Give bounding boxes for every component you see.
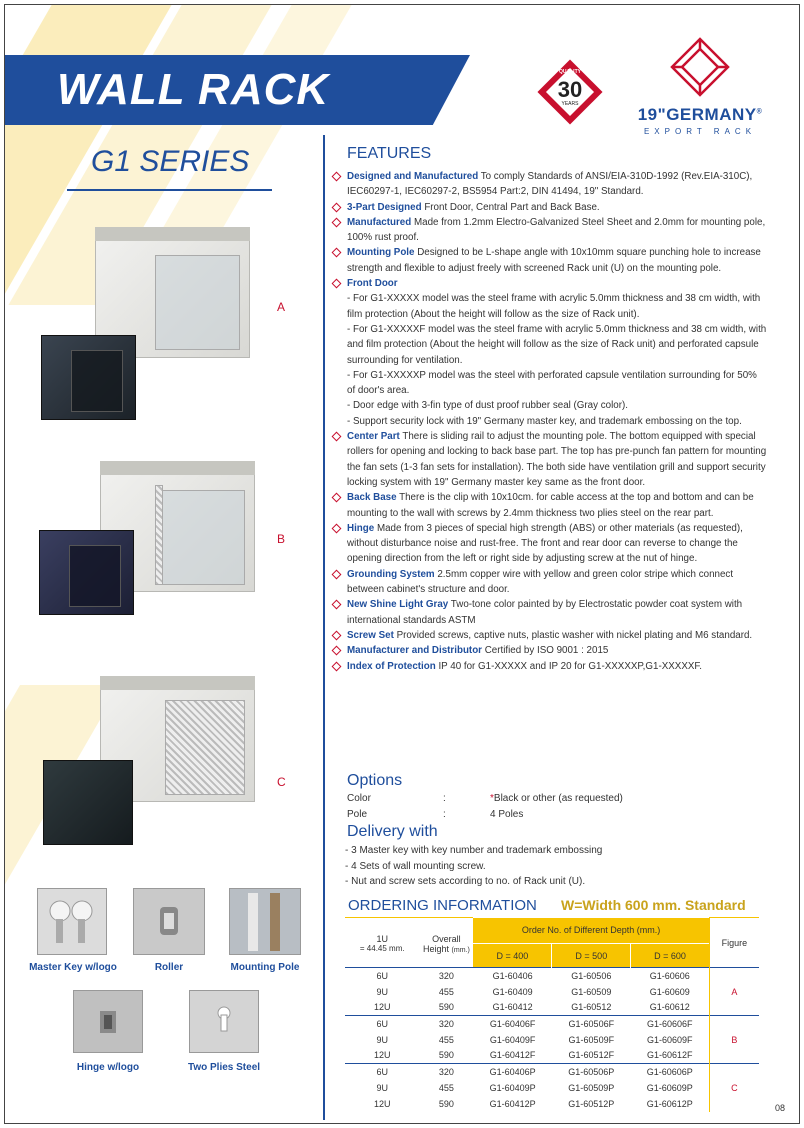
option-name: Pole [347, 809, 368, 820]
feature-item: Back Base There is the clip with 10x10cm. for cable access at the top and bottom and can be mounting to the wall with screws by 2.4mm thickness two plies steel on the rear part. [333, 490, 767, 521]
option-separator: : [443, 809, 446, 820]
depth-header: D = 400 [473, 944, 552, 968]
cube-icon [620, 35, 780, 105]
table-cell: G1-60409F [489, 1034, 536, 1045]
series-title: G1 SERIES [91, 145, 250, 178]
delivery-list [345, 843, 602, 890]
table-cell: G1-60412F [489, 1050, 536, 1061]
table-cell: G1-60606P [631, 1064, 710, 1080]
feature-item: Screw Set Provided screws, captive nuts, plastic washer with nickel plating and M6 standard. [333, 628, 767, 643]
accessory-label: Two Plies Steel [187, 1062, 261, 1073]
table-cell: 6U [345, 968, 420, 984]
table-cell: G1-60612P [646, 1098, 693, 1109]
ordering-heading: ORDERING INFORMATION [348, 897, 537, 914]
feature-item: Hinge Made from 3 pieces of special high strength (ABS) or other materials (as requested), without disturbance noise and rust-free. The front and rear door can reverse to change the opening direction from the left or right side by adjusting screw at the nut of hinge. [333, 521, 767, 567]
ordering-standard: W=Width 600 mm. Standard [561, 897, 746, 913]
brand-subtitle: EXPORT RACK [643, 127, 757, 136]
table-cell: G1-60409P [489, 1082, 536, 1093]
accessory-label: Mounting Pole [230, 962, 300, 973]
depth-header: D = 600 [631, 944, 710, 968]
feature-item: Manufactured Made from 1.2mm Electro-Galvanized Steel Sheet and 2.0mm for mounting pole, 100% rust proof. [333, 215, 767, 246]
ordering-table [345, 917, 759, 1112]
figure-cell: B [709, 1016, 759, 1064]
table-cell: 12U [374, 1002, 391, 1013]
table-cell: G1-60512F [568, 1050, 615, 1061]
table-cell: G1-60606F [631, 1016, 710, 1032]
feature-item: Front Door [333, 276, 767, 291]
delivery-item: - 4 Sets of wall mounting screw. [345, 860, 486, 872]
table-cell: G1-60512P [568, 1098, 615, 1109]
accessory-label: Roller [154, 962, 184, 973]
feature-item: Manufacturer and Distributor Certified by ISO 9001 : 2015 [333, 643, 767, 658]
page-number: 08 [775, 1103, 786, 1113]
front-door-item: - For G1-XXXXX model was the steel frame with acrylic 5.0mm thickness and 38 cm width, with film protection (About the height will follow as the size of Rack unit). [347, 293, 761, 320]
col-order-header: Order No. of Different Depth (mm.) [473, 918, 709, 944]
table-cell: 590 [438, 1050, 454, 1061]
anniversary-logo [535, 57, 605, 127]
master-key-image [37, 888, 107, 955]
table-cell: 9U [376, 1082, 389, 1093]
front-door-item: - For G1-XXXXXP model was the steel with perforated capsule ventilation surrounding for 50% of door's area. [347, 369, 757, 397]
table-cell: G1-60509F [568, 1034, 615, 1045]
accessory-label: Master Key w/logo [29, 962, 117, 973]
table-cell: G1-60412 [492, 1002, 533, 1013]
table-cell: G1-60409 [492, 986, 533, 997]
option-separator: : [443, 793, 446, 804]
table-cell: 590 [438, 1002, 454, 1013]
table-cell: 12U [374, 1098, 391, 1109]
badge-text: YEARS [561, 101, 579, 107]
table-row [345, 1048, 759, 1064]
depth-header: D = 500 [552, 944, 631, 968]
feature-item: Designed and Manufactured To comply Standards of ANSI/EIA-310D-1992 (Rev.EIA-310C), IEC60297-1, IEC60297-2, BS5954 Part:2, DIN 41494, 19" Standard. [333, 169, 767, 200]
page [4, 4, 800, 1124]
table-cell: G1-60506P [552, 1064, 631, 1080]
table-row [345, 1096, 759, 1112]
col-height-sub: Height (mm.) [420, 944, 474, 968]
table-cell: G1-60506F [552, 1016, 631, 1032]
feature-item: Index of Protection IP 40 for G1-XXXXX and IP 20 for G1-XXXXXP,G1-XXXXXF. [333, 659, 767, 674]
table-cell: G1-60512 [571, 1002, 612, 1013]
delivery-item: - Nut and screw sets according to no. of Rack unit (U). [345, 876, 586, 887]
col-u-header: 1U [345, 918, 420, 944]
figure-label: B [277, 532, 286, 546]
features-heading: FEATURES [347, 145, 432, 162]
feature-item: 3-Part Designed Front Door, Central Part and Back Base. [333, 200, 767, 215]
table-row [345, 1080, 759, 1096]
column-divider [323, 135, 325, 1120]
table-cell: G1-60406P [473, 1064, 552, 1080]
figure-label: C [277, 775, 286, 789]
option-value: 4 Poles [490, 809, 524, 820]
table-cell: 9U [376, 986, 389, 997]
brand-name: 19"GERMANY [637, 105, 757, 124]
table-row [345, 984, 759, 1000]
delivery-item: - 3 Master key with key number and trademark embossing [345, 845, 603, 856]
table-cell: 320 [420, 968, 474, 984]
features-list [333, 169, 767, 674]
figure-cell: A [709, 968, 759, 1016]
table-row [345, 1016, 759, 1032]
feature-item: Mounting Pole Designed to be L-shape angle with 10x10mm square punching hole to increase strength and flexible to adjust freely with screened Rack unit (U) on the mounting pole. [333, 245, 767, 276]
table-cell: G1-60509 [571, 986, 612, 997]
table-cell: 455 [438, 1082, 454, 1093]
front-door-item: - For G1-XXXXXF model was the steel frame with acrylic 5.0mm thickness and 38 cm width, with and film protection (About the height will follow as the size of Rack unit) and perforated capsule surrounding for ventilation. [347, 323, 767, 366]
table-cell: 6U [345, 1064, 420, 1080]
table-cell: G1-60406 [473, 968, 552, 984]
badge-text: QUALITY [559, 69, 581, 75]
table-cell: 320 [420, 1064, 474, 1080]
option-value: *Black or other (as requested) [490, 793, 623, 804]
brand-logo [620, 35, 780, 143]
table-cell: G1-60412P [489, 1098, 536, 1109]
delivery-heading: Delivery with [347, 823, 438, 840]
roller-image [133, 888, 205, 955]
table-cell: 455 [438, 986, 454, 997]
accessory-label: Hinge w/logo [76, 1062, 140, 1073]
col-overall-header: Overall [420, 918, 474, 944]
mounting-pole-image [229, 888, 301, 955]
table-cell: G1-60609 [649, 986, 690, 997]
table-cell: G1-60509P [568, 1082, 615, 1093]
figure-cell: C [709, 1064, 759, 1112]
page-title: WALL RACK [57, 65, 330, 114]
table-cell: G1-60406F [473, 1016, 552, 1032]
badge-number: 30 [557, 77, 583, 102]
front-door-item: - Door edge with 3-fin type of dust proof rubber seal (Gray color). [347, 400, 628, 412]
table-cell: G1-60612 [649, 1002, 690, 1013]
table-row [345, 1032, 759, 1048]
table-cell: 320 [420, 1016, 474, 1032]
divider [67, 189, 272, 191]
table-row [345, 968, 759, 984]
option-name: Color [347, 793, 371, 804]
table-cell: 9U [376, 1034, 389, 1045]
feature-item: Grounding System 2.5mm copper wire with yellow and green color stripe which connect between cabinet's structure and door. [333, 567, 767, 598]
table-cell: 6U [345, 1016, 420, 1032]
col-u-sub: = 44.45 mm. [345, 944, 420, 968]
two-plies-steel-image [189, 990, 259, 1053]
front-door-item: - Support security lock with 19" Germany master key, and trademark embossing on the top. [347, 415, 742, 427]
table-cell: 590 [438, 1098, 454, 1109]
table-cell: G1-60506 [552, 968, 631, 984]
table-cell: G1-60609F [646, 1034, 693, 1045]
registered-mark: ® [756, 108, 763, 116]
table-cell: 12U [374, 1050, 391, 1061]
table-cell: G1-60606 [631, 968, 710, 984]
table-cell: 455 [438, 1034, 454, 1045]
table-row [345, 1064, 759, 1080]
figure-label: A [277, 300, 286, 314]
hinge-image [73, 990, 143, 1053]
col-figure-header: Figure [709, 918, 759, 968]
table-cell: G1-60612F [646, 1050, 693, 1061]
table-cell: G1-60609P [646, 1082, 693, 1093]
feature-item: Center Part There is sliding rail to adjust the mounting pole. The bottom equipped with special rollers for opening and locking to back base part. The top has pre-punch fan pattern for mounting the fan sets (1-3 fan sets for installation). The both side have ventilation grill and support security locking system with 19" Germany master key same as the front door. [333, 429, 767, 490]
table-row [345, 1000, 759, 1016]
feature-item: New Shine Light Gray Two-tone color painted by by Electrostatic powder coat system with international standards ASTM [333, 597, 767, 628]
options-heading: Options [347, 772, 403, 789]
